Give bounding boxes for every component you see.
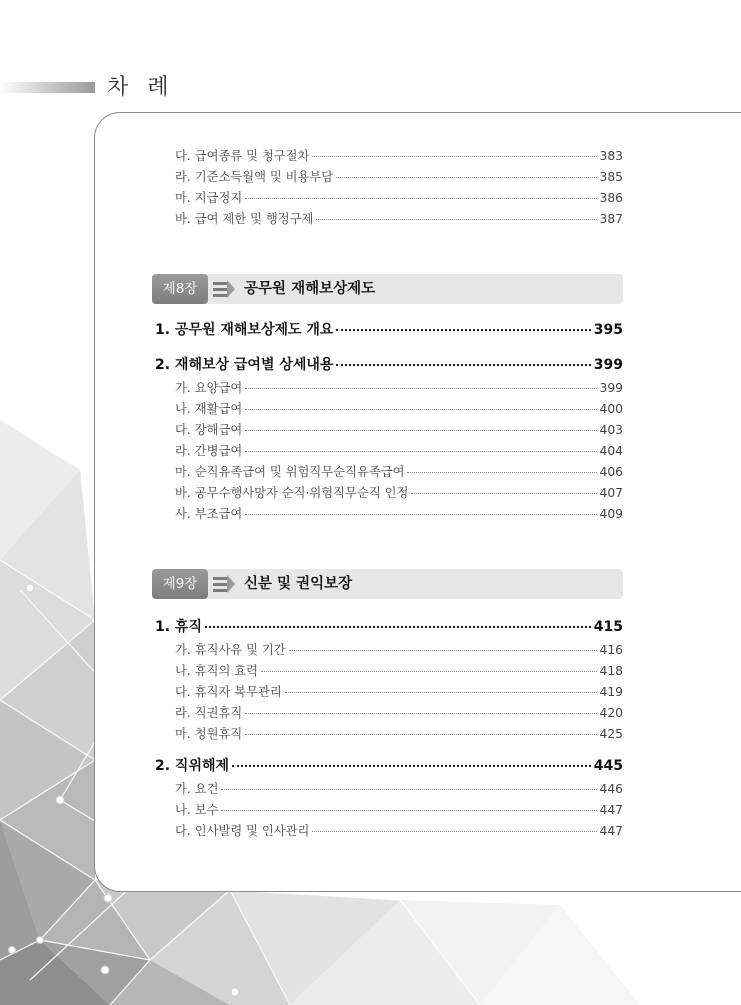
toc-section-label: 1. 휴직 bbox=[155, 619, 202, 635]
leader-dots bbox=[221, 789, 596, 790]
toc-entry[interactable] bbox=[175, 682, 623, 700]
chapter-8-banner[interactable] bbox=[152, 274, 623, 304]
toc-entry[interactable] bbox=[175, 779, 623, 797]
toc-entry-page: 425 bbox=[599, 727, 623, 741]
toc-section[interactable] bbox=[155, 354, 623, 374]
toc-entry-label: 바. 공무수행사망자 순직·위험직무순직 인정 bbox=[175, 486, 409, 500]
toc-entry[interactable] bbox=[175, 378, 623, 396]
chapter-arrow-icon bbox=[213, 279, 235, 299]
toc-entry-page: 399 bbox=[599, 381, 623, 395]
toc-entry[interactable] bbox=[175, 399, 623, 417]
toc-entry-label: 마. 순직유족급여 및 위험직무순직유족급여 bbox=[175, 465, 405, 479]
toc-entry-label: 라. 기준소득월액 및 비용부담 bbox=[175, 170, 334, 184]
leader-dots bbox=[336, 364, 590, 366]
toc-entry[interactable] bbox=[175, 483, 623, 501]
toc-entry-page: 418 bbox=[599, 664, 623, 678]
chapter-title: 공무원 재해보상제도 bbox=[244, 281, 376, 297]
toc-entry[interactable] bbox=[175, 640, 623, 658]
leader-dots bbox=[205, 626, 591, 628]
toc-section-label: 1. 공무원 재해보상제도 개요 bbox=[155, 322, 334, 338]
toc-entry[interactable] bbox=[175, 821, 623, 839]
toc-entry[interactable] bbox=[175, 703, 623, 721]
toc-entry-page: 383 bbox=[599, 149, 623, 163]
toc-entry-page: 387 bbox=[599, 212, 623, 226]
toc-entry[interactable] bbox=[175, 188, 623, 206]
toc-section[interactable] bbox=[155, 319, 623, 339]
leader-dots bbox=[407, 472, 596, 473]
toc-entry-page: 409 bbox=[599, 507, 623, 521]
leader-dots bbox=[245, 514, 596, 515]
toc-section-page: 445 bbox=[593, 758, 623, 774]
leader-dots bbox=[232, 765, 591, 767]
toc-entry[interactable] bbox=[175, 441, 623, 459]
leader-dots bbox=[411, 493, 596, 494]
toc-entry-page: 420 bbox=[599, 706, 623, 720]
leader-dots bbox=[245, 734, 596, 735]
toc-entry-page: 407 bbox=[599, 486, 623, 500]
leader-dots bbox=[336, 329, 590, 331]
leader-dots bbox=[245, 198, 596, 199]
toc-entry-label: 바. 급여 제한 및 행정구제 bbox=[175, 212, 314, 226]
leader-dots bbox=[245, 388, 596, 389]
toc-entry[interactable] bbox=[175, 504, 623, 522]
page-title: 차 례 bbox=[107, 75, 175, 100]
leader-dots bbox=[336, 177, 596, 178]
toc-entry-page: 404 bbox=[599, 444, 623, 458]
leader-dots bbox=[312, 156, 596, 157]
chapter-9-banner[interactable] bbox=[152, 569, 623, 599]
leader-dots bbox=[261, 671, 597, 672]
toc-entry-page: 386 bbox=[599, 191, 623, 205]
toc-entry-label: 다. 장해급여 bbox=[175, 423, 243, 437]
toc-entry[interactable] bbox=[175, 800, 623, 818]
chapter-arrow-icon bbox=[213, 574, 235, 594]
leader-dots bbox=[245, 451, 596, 452]
toc-entry[interactable] bbox=[175, 462, 623, 480]
leader-dots bbox=[312, 831, 596, 832]
toc-entry-label: 다. 인사발령 및 인사관리 bbox=[175, 824, 310, 838]
toc-section-page: 395 bbox=[593, 322, 623, 338]
leader-dots bbox=[285, 692, 597, 693]
toc-entry-label: 나. 재활급여 bbox=[175, 402, 243, 416]
toc-entry-page: 406 bbox=[599, 465, 623, 479]
toc-section-label: 2. 재해보상 급여별 상세내용 bbox=[155, 357, 334, 373]
toc-section-page: 415 bbox=[593, 619, 623, 635]
toc-section-label: 2. 직위해제 bbox=[155, 758, 230, 774]
leader-dots bbox=[221, 810, 596, 811]
toc-entry-label: 가. 요건 bbox=[175, 782, 219, 796]
toc-entry-page: 403 bbox=[599, 423, 623, 437]
toc-entry-page: 400 bbox=[599, 402, 623, 416]
toc-entry[interactable] bbox=[175, 420, 623, 438]
toc-entry-label: 다. 휴직자 복무관리 bbox=[175, 685, 282, 699]
toc-entry[interactable] bbox=[175, 146, 623, 164]
toc-entry-label: 나. 휴직의 효력 bbox=[175, 664, 258, 678]
toc-entry-page: 446 bbox=[599, 782, 623, 796]
toc-entry[interactable] bbox=[175, 209, 623, 227]
leader-dots bbox=[316, 219, 596, 220]
toc-entry-label: 마. 지급정지 bbox=[175, 191, 243, 205]
leader-dots bbox=[289, 650, 597, 651]
toc-entry-label: 라. 직권휴직 bbox=[175, 706, 243, 720]
leader-dots bbox=[245, 430, 596, 431]
toc-section[interactable] bbox=[155, 755, 623, 775]
chapter-title: 신분 및 권익보장 bbox=[244, 576, 353, 592]
leader-dots bbox=[245, 713, 596, 714]
toc-section[interactable] bbox=[155, 616, 623, 636]
leader-dots bbox=[245, 409, 596, 410]
toc-entry-page: 385 bbox=[599, 170, 623, 184]
toc-entry-page: 416 bbox=[599, 643, 623, 657]
toc-entry-label: 가. 휴직사유 및 기간 bbox=[175, 643, 286, 657]
toc-entry-label: 라. 간병급여 bbox=[175, 444, 243, 458]
chapter-number: 제8장 bbox=[152, 274, 208, 304]
toc-entry[interactable] bbox=[175, 167, 623, 185]
toc-section-page: 399 bbox=[593, 357, 623, 373]
toc-entry-label: 마. 청원휴직 bbox=[175, 727, 243, 741]
toc-entry-label: 나. 보수 bbox=[175, 803, 219, 817]
toc-entry[interactable] bbox=[175, 661, 623, 679]
toc-entry-page: 419 bbox=[599, 685, 623, 699]
toc-entry-page: 447 bbox=[599, 824, 623, 838]
toc-entry-label: 가. 요양급여 bbox=[175, 381, 243, 395]
toc-entry[interactable] bbox=[175, 724, 623, 742]
toc-entry-page: 447 bbox=[599, 803, 623, 817]
toc-entry-label: 사. 부조급여 bbox=[175, 507, 243, 521]
chapter-number: 제9장 bbox=[152, 569, 208, 599]
toc-entry-label: 다. 급여종류 및 청구절차 bbox=[175, 149, 310, 163]
